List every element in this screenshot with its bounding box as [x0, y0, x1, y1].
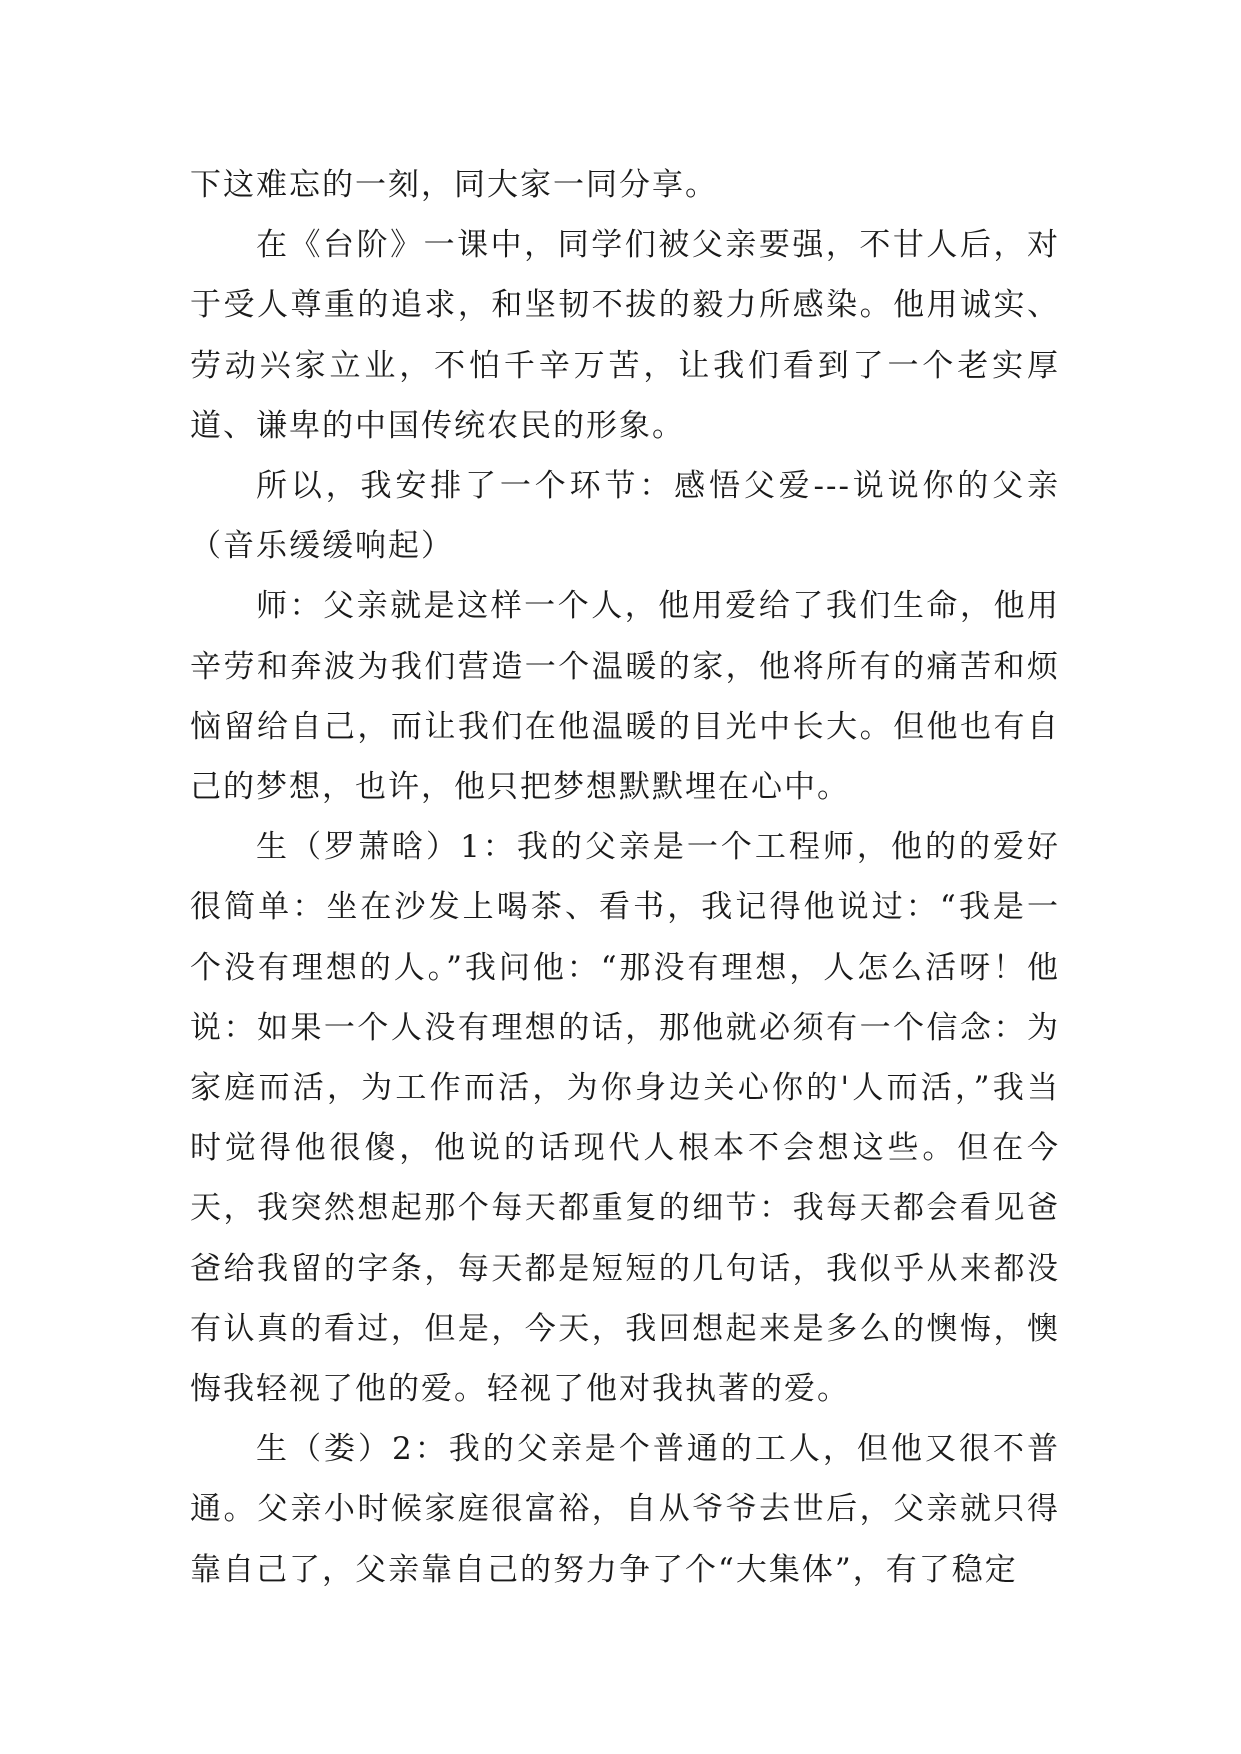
paragraph-taijie-lesson: 在《台阶》一课中，同学们被父亲要强，不甘人后，对于受人尊重的追求，和坚韧不拔的毅力所感染。他用诚实、劳动兴家立业，不怕千辛万苦，让我们看到了一个老实厚道、谦卑的中国传统农民的形象。	[190, 227, 1060, 444]
document-body	[190, 155, 1060, 1600]
paragraph-teacher: 师：父亲就是这样一个人，他用爱给了我们生命，他用辛劳和奔波为我们营造一个温暖的家，他将所有的痛苦和烦恼留给自己，而让我们在他温暖的目光中长大。但他也有自己的梦想，也许，他只把梦想默默埋在心中。	[190, 588, 1060, 806]
paragraph-student-2: 生（娄）2：我的父亲是个普通的工人，但他又很不普通。父亲小时候家庭很富裕，自从爷爷去世后，父亲就只得靠自己了，父亲靠自己的努力争了个“大集体”，有了稳定	[190, 1431, 1060, 1588]
paragraph-student-1: 生（罗萧晗）1：我的父亲是一个工程师，他的的爱好很简单：坐在沙发上喝茶、看书，我记得他说过：“我是一个没有理想的人。”我问他：“那没有理想，人怎么活呀！他说：如果一个人没有理想的话，那他就必须有一个信念：为家庭而活，为工作而活，为你身边关心你的'人而活，”我当时觉得他很傻，他说的话现代人根本不会想这些。但在今天，我突然想起那个每天都重复的细节：我每天都会看见爸爸给我留的字条，每天都是短短的几句话，我似乎从来都没有认真的看过，但是，今天，我回想起来是多么的懊悔，懊悔我轻视了他的爱。轻视了他对我执著的爱。	[190, 829, 1060, 1408]
paragraph-activity-intro: 所以，我安排了一个环节：感悟父爱---说说你的父亲（音乐缓缓响起）	[190, 468, 1060, 565]
paragraph-continued: 下这难忘的一刻，同大家一同分享。	[190, 167, 718, 203]
